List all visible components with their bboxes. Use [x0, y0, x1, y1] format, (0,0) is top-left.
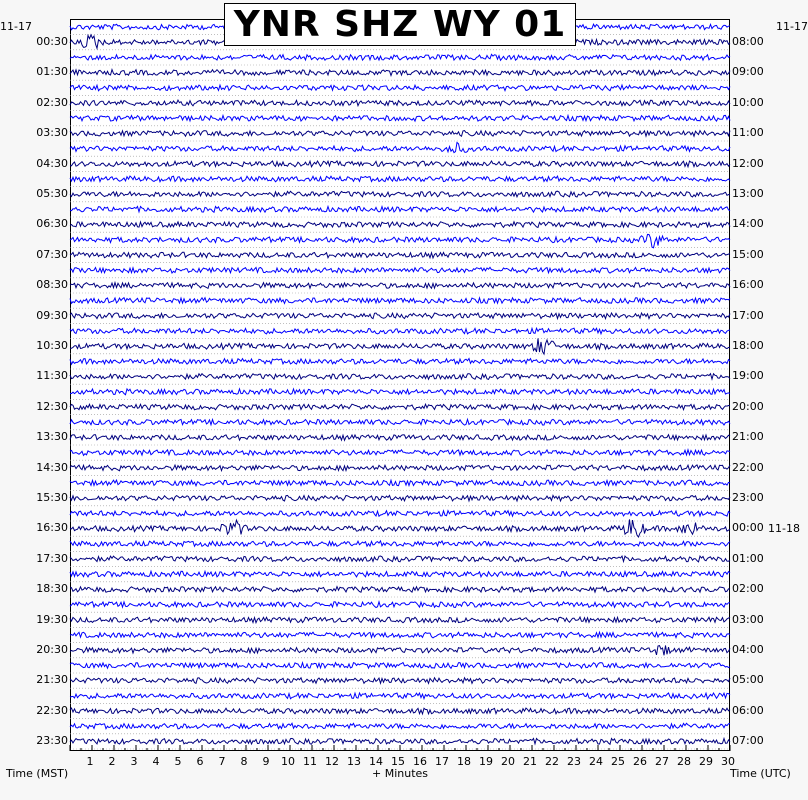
x-axis-label: + Minutes: [371, 767, 428, 780]
right-time-label: 11:00: [732, 126, 764, 140]
right-time-label: 01:00: [732, 551, 764, 565]
x-tick-label: 11: [303, 755, 317, 768]
right-time-label: 04:00: [732, 643, 764, 656]
right-time-label: 14:00: [732, 217, 764, 231]
x-tick-label: 15: [391, 755, 405, 768]
left-time-label: 05:30: [36, 187, 68, 200]
seismic-trace: [70, 298, 730, 304]
seismic-trace: [70, 283, 730, 289]
right-time-label: 02:00: [732, 582, 764, 596]
x-tick-label: 29: [699, 755, 713, 768]
left-time-label: 07:30: [36, 247, 68, 261]
seismic-trace: [70, 70, 730, 76]
left-time-label: 04:30: [36, 156, 68, 170]
seismic-trace: [70, 252, 730, 258]
x-tick-label: 6: [196, 755, 204, 768]
seismic-trace: [70, 419, 730, 425]
left-time-label: 10:30: [36, 339, 68, 352]
x-tick-label: 19: [479, 755, 493, 768]
right-time-label: 08:00: [732, 35, 764, 48]
right-time-label: 23:00: [732, 491, 764, 504]
right-time-label: 07:00: [732, 734, 764, 748]
seismic-trace: [70, 738, 730, 744]
right-time-label: 10:00: [732, 95, 764, 109]
left-time-label: 16:30: [36, 521, 68, 535]
left-time-label: 02:30: [36, 95, 68, 109]
x-tick-label: 5: [174, 755, 182, 768]
utc-rollover-date-label: 11-18: [768, 522, 800, 535]
x-tick-label: 25: [611, 755, 625, 768]
seismic-trace: [70, 480, 730, 486]
seismic-trace: [70, 161, 730, 167]
x-tick-label: 9: [262, 755, 270, 768]
right-time-label: 12:00: [732, 156, 764, 170]
x-tick-label: 14: [369, 755, 383, 768]
seismic-trace: [70, 519, 730, 537]
right-time-label: 21:00: [732, 430, 764, 444]
seismic-trace: [70, 646, 730, 656]
x-tick-label: 22: [545, 755, 559, 768]
x-tick-label: 20: [501, 755, 515, 768]
right-time-label: 00:00: [732, 521, 764, 535]
seismic-trace: [70, 495, 730, 501]
x-tick-label: 23: [567, 755, 581, 768]
seismic-trace: [70, 632, 730, 638]
left-time-label: 14:30: [36, 460, 68, 474]
x-tick-label: 30: [721, 755, 735, 768]
right-time-label: 16:00: [732, 278, 764, 292]
x-tick-label: 18: [457, 755, 471, 768]
seismic-trace: [70, 191, 730, 197]
left-date-label: 11-17: [0, 20, 32, 33]
left-time-label: 17:30: [36, 551, 68, 565]
seismic-trace: [70, 708, 730, 714]
left-time-label: 03:30: [36, 126, 68, 140]
right-time-label: 09:00: [732, 65, 764, 79]
seismogram-traces: [70, 19, 730, 751]
seismic-trace: [70, 131, 730, 137]
left-time-label: 23:30: [36, 734, 68, 748]
left-axis-label: Time (MST): [6, 767, 69, 780]
left-time-label: 09:30: [36, 308, 68, 322]
right-time-label: 06:00: [732, 703, 764, 717]
seismic-trace: [70, 374, 730, 380]
x-tick-label: 3: [130, 755, 138, 768]
seismic-trace: [70, 556, 730, 562]
x-tick-label: 2: [108, 755, 116, 768]
left-time-label: 15:30: [36, 491, 68, 504]
left-time-label: 13:30: [36, 430, 68, 444]
seismic-trace: [70, 602, 730, 608]
x-tick-label: 24: [589, 755, 603, 768]
right-time-label: 17:00: [732, 308, 764, 322]
right-time-label: 19:00: [732, 369, 764, 383]
seismic-trace: [70, 541, 730, 547]
x-tick-label: 26: [633, 755, 647, 768]
right-time-label: 05:00: [732, 673, 764, 687]
x-tick-label: 8: [240, 755, 248, 768]
seismic-trace: [70, 511, 730, 517]
seismic-trace: [70, 693, 730, 699]
seismic-trace: [70, 359, 730, 365]
x-tick-label: 17: [435, 755, 449, 768]
left-time-label: 22:30: [36, 703, 68, 717]
seismic-trace: [70, 222, 730, 228]
x-tick-label: 7: [218, 755, 226, 768]
left-time-label: 20:30: [36, 643, 68, 656]
seismic-trace: [70, 176, 730, 182]
seismic-trace: [70, 328, 730, 334]
left-time-label: 19:30: [36, 612, 68, 626]
seismic-trace: [70, 234, 730, 247]
seismic-trace: [70, 435, 730, 441]
x-tick-label: 12: [325, 755, 339, 768]
right-time-label: 15:00: [732, 247, 764, 261]
seismic-trace: [70, 207, 730, 213]
seismic-trace: [70, 267, 730, 273]
left-time-label: 11:30: [36, 369, 68, 383]
x-tick-label: 21: [523, 755, 537, 768]
seismic-trace: [70, 678, 730, 684]
x-tick-label: 27: [655, 755, 669, 768]
left-time-label: 08:30: [36, 278, 68, 292]
seismic-trace: [70, 450, 730, 456]
seismic-trace: [70, 85, 730, 91]
seismic-trace: [70, 617, 730, 623]
left-time-label: 06:30: [36, 217, 68, 231]
right-axis-label: Time (UTC): [730, 767, 791, 780]
right-time-label: 20:00: [732, 399, 764, 413]
chart-title: YNR SHZ WY 01: [224, 3, 576, 46]
right-time-label: 03:00: [732, 612, 764, 626]
right-time-label: 13:00: [732, 187, 764, 200]
x-tick-label: 10: [281, 755, 295, 768]
seismic-trace: [70, 571, 730, 577]
seismic-trace: [70, 404, 730, 410]
seismic-trace: [70, 143, 730, 153]
seismic-trace: [70, 100, 730, 106]
right-time-label: 22:00: [732, 460, 764, 474]
x-tick-label: 16: [413, 755, 427, 768]
seismic-trace: [70, 663, 730, 669]
seismic-trace: [70, 115, 730, 121]
seismic-trace: [70, 465, 730, 471]
seismic-trace: [70, 338, 730, 354]
x-tick-label: 28: [677, 755, 691, 768]
right-date-label: 11-17: [776, 20, 808, 33]
left-time-label: 18:30: [36, 582, 68, 596]
right-time-label: 18:00: [732, 339, 764, 352]
seismic-trace: [70, 54, 730, 60]
x-tick-label: 1: [86, 755, 94, 768]
seismic-trace: [70, 587, 730, 593]
left-time-label: 12:30: [36, 399, 68, 413]
left-time-label: 01:30: [36, 65, 68, 79]
x-tick-label: 13: [347, 755, 361, 768]
seismic-trace: [70, 723, 730, 729]
left-time-label: 00:30: [36, 35, 68, 48]
seismic-trace: [70, 313, 730, 319]
left-time-label: 21:30: [36, 673, 68, 687]
x-tick-label: 4: [152, 755, 160, 768]
seismic-trace: [70, 389, 730, 395]
